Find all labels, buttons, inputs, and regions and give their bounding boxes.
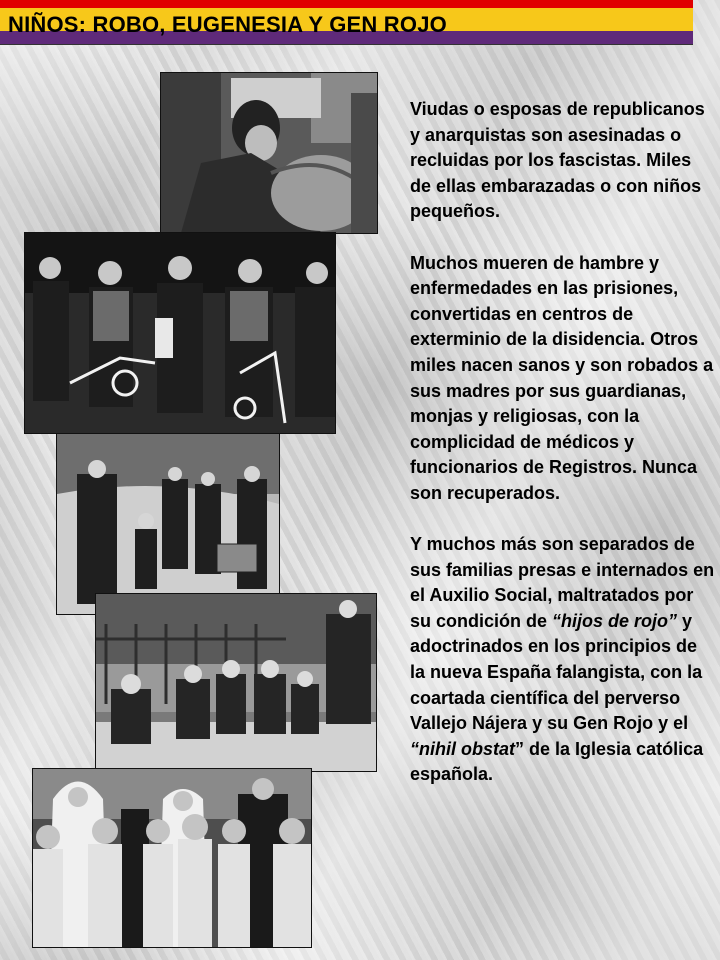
paragraph-prisons: Muchos mueren de hambre y enfermedades en las prisiones, convertidas en centros de exterminio de la disidencia. Otros miles nacen sanos y son robados a sus madres por sus guardianas, monjas y religiosas, con la complicidad de médicos y funcionarios de Registros. Nunca son recuperados. — [410, 252, 714, 503]
quote-nihil-obstat: “nihil obstat — [410, 738, 515, 759]
photo-boys-with-toys — [24, 232, 336, 434]
title-banner — [0, 0, 693, 44]
paragraph-part-3: de la Iglesia católica española. — [410, 738, 704, 785]
paragraph-part-2: y adoctrinados en los principios de la nueva España falangista, con la coartada científica del perverso Vallejo Nájera y su Gen Rojo y el — [410, 610, 703, 734]
photo-refugees-road — [56, 433, 280, 615]
body-text — [410, 97, 715, 788]
quote-hijos-de-rojo: “hijos de rojo” — [552, 610, 678, 631]
paragraph-widows: Viudas o esposas de republicanos y anarquistas son asesinadas o recluidas por los fascistas. Miles de ellas embarazadas o con niños pequeños. — [410, 99, 705, 222]
paragraph-auxilio-social — [410, 532, 715, 788]
photo-children-on-curb — [95, 593, 377, 772]
paragraph-part-1: Y muchos más son separados de sus familias presas e internados en el Auxilio Social, maltratados por su condición de — [410, 534, 715, 631]
page-title: NIÑOS: ROBO, EUGENESIA Y GEN ROJO — [8, 12, 447, 37]
photo-nuns-with-girls — [32, 768, 312, 948]
photo-woman-with-child — [160, 72, 378, 234]
quote-close-mark: ” — [515, 738, 524, 759]
